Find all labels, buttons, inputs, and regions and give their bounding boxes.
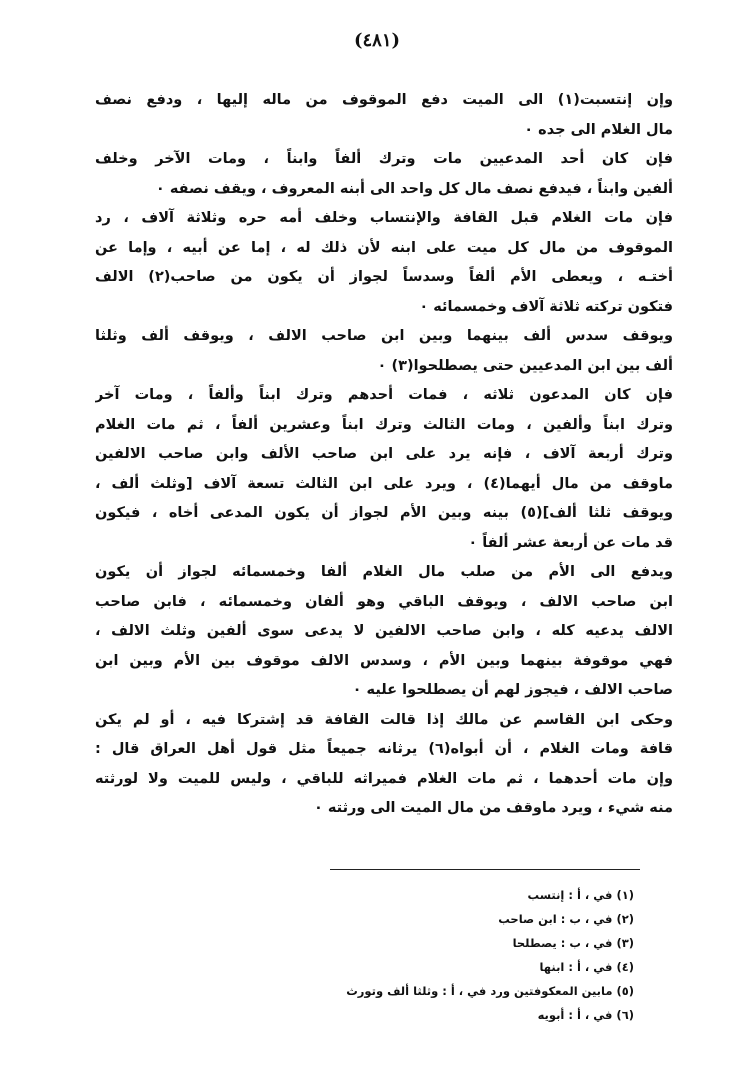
text-line: فهي موقوفة بينهما وبين الأم ، وسدس الالف موقوف بين الأم وبين ابن xyxy=(95,652,673,669)
text-line: وإن مات أحدهما ، ثم مات الغلام فميراثه للباقي ، وليس للميت ولا لورثته xyxy=(95,770,673,787)
text-line: وترك أربعة آلاف ، فإنه يرد على ابن صاحب الألف وابن صاحب الالفين xyxy=(95,446,673,462)
text-line: ويدفع الى الأم من صلب مال الغلام ألفا وخمسمائه لجواز أن يكون xyxy=(95,564,673,580)
paragraph-6 xyxy=(95,558,673,706)
text-line: ماوقف من مال أيهما(٤) ، ويرد على ابن الثالث تسعة آلاف [وثلث ألف ، xyxy=(95,475,673,492)
text-line: الالف يدعيه كله ، وابن صاحب الالفين لا يدعى سوى ألفين وثلث الالف ، xyxy=(95,623,673,639)
text-line: ابن صاحب الالف ، ويوقف الباقي وهو ألفان وخمسمائه ، فابن صاحب xyxy=(95,593,673,610)
page-number: (٤٨١) xyxy=(353,30,401,51)
text-line: منه شيء ، ويرد ماوقف من مال الميت الى ورثته ٠ xyxy=(313,800,673,816)
footnote: (٦) في ، أ : أبويه xyxy=(537,1008,634,1022)
footnotes xyxy=(214,883,634,1027)
text-line: وحكى ابن القاسم عن مالك إذا قالت القافة قد إشتركا فيه ، أو لم يكن xyxy=(95,711,673,728)
footnote: (٢) في ، ب : ابن صاحب xyxy=(498,912,634,926)
text-line: وإن إنتسبت(١) الى الميت دفع الموقوف من ماله إليها ، ودفع نصف xyxy=(95,92,673,108)
paragraph-1 xyxy=(95,86,673,145)
paragraph-7 xyxy=(95,706,673,824)
text-line: ألف بين ابن المدعيين حتى يصطلحوا(٣) ٠ xyxy=(377,357,673,374)
text-line: مال الغلام الى جده ٠ xyxy=(524,121,673,138)
text-line: أختـه ، ويعطى الأم ألفاً وسدساً لجواز أن يكون من صاحب(٢) الالف xyxy=(95,269,673,285)
text-line: ويوقف سدس ألف بينهما وبين ابن صاحب الالف ، ويوقف ألف وثلثا xyxy=(95,328,673,344)
text-line: فإن كان المدعون ثلاثه ، فمات أحدهم وترك ابناً وألفاً ، ومات آخر xyxy=(95,387,673,403)
text-line: وترك ابناً وألفين ، ومات الثالث وترك ابناً وعشرين ألفاً ، ثم مات الغلام xyxy=(95,416,673,433)
paragraph-2 xyxy=(95,145,673,204)
footnote: (٥) مابين المعكوفتين ورد في ، أ : وثلثا ألف وتورث xyxy=(346,984,634,998)
main-text xyxy=(95,86,673,824)
text-line: قد مات عن أربعة عشر ألفاً ٠ xyxy=(468,534,673,551)
text-line: فإن كان أحد المدعيين مات وترك ألفاً وابناً ، ومات الآخر وخلف xyxy=(95,151,673,167)
text-line: الموقوف من مال كل ميت على ابنه لأن ذلك له ، إما عن أبيه ، وإما عن xyxy=(95,239,673,256)
text-line: صاحب الالف ، فيجوز لهم أن يصطلحوا عليه ٠ xyxy=(352,682,673,698)
text-line: فإن مات الغلام قبل القافة والإنتساب وخلف أمه حره وثلاثة آلاف ، رد xyxy=(95,210,673,226)
footnote: (٣) في ، ب : يصطلحا xyxy=(512,936,634,950)
paragraph-3 xyxy=(95,204,673,322)
text-line: قافة ومات الغلام ، أن أبواه(٦) يرثانه جميعاً مثل قول أهل العراق قال : xyxy=(95,741,673,757)
text-line: فتكون تركته ثلاثة آلاف وخمسمائه ٠ xyxy=(419,298,673,315)
footnote: (١) في ، أ : إنتسب xyxy=(527,888,634,902)
text-line: ألفين وابناً ، فيدفع نصف مال كل واحد الى أبنه المعروف ، ويقف نصفه ٠ xyxy=(155,180,673,197)
text-line: ويوقف ثلثا ألف](٥) بينه وبين الأم لجواز أن يكون المدعى أخاه ، فيكون xyxy=(95,505,673,521)
footnote-divider xyxy=(330,869,640,870)
paragraph-4 xyxy=(95,322,673,381)
footnote: (٤) في ، أ : ابنها xyxy=(539,960,634,974)
paragraph-5 xyxy=(95,381,673,558)
